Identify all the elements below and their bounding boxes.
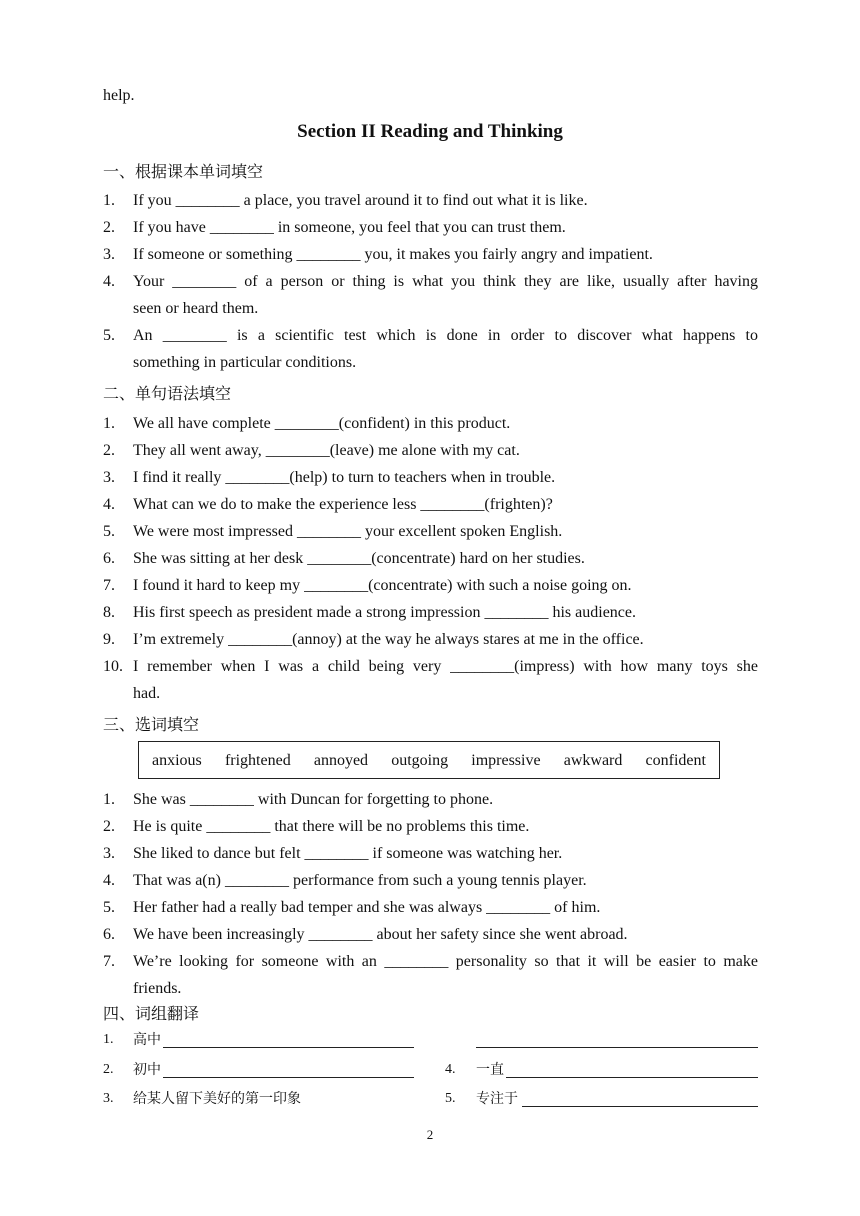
item-number: 3. <box>103 845 115 862</box>
item-text: We all have complete ________(confident) in this product. <box>133 415 511 432</box>
part2-heading: 二、单句语法填空 <box>103 384 232 403</box>
item-number: 1. <box>103 415 115 432</box>
word-bank <box>139 751 719 771</box>
word-bank-word: outgoing <box>391 752 449 769</box>
page-number: 2 <box>426 1127 434 1142</box>
item-number: 2. <box>103 219 115 236</box>
word-bank-word: anxious <box>152 752 202 769</box>
item-text: We were most impressed ________ your excellent spoken English. <box>133 523 563 540</box>
item-text: I find it really ________(help) to turn to teachers when in trouble. <box>133 469 556 486</box>
word-bank-word: frightened <box>224 752 291 769</box>
item-text: An ________ is a scientific test which is done in order to discover what happens to <box>133 327 758 344</box>
phrase-number: 2. <box>103 1062 114 1077</box>
item-number: 2. <box>103 818 115 835</box>
item-text: She was ________ with Duncan for forgetting to phone. <box>133 791 494 808</box>
item-text-continuation: friends. <box>133 980 182 997</box>
answer-line[interactable] <box>163 1047 414 1048</box>
item-number: 6. <box>103 926 115 943</box>
item-number: 10. <box>103 658 123 675</box>
item-number: 8. <box>103 604 115 621</box>
phrase-text: 高中 <box>133 1032 161 1048</box>
item-text: If you ________ a place, you travel around it to find out what it is like. <box>133 192 588 209</box>
item-number: 7. <box>103 953 115 970</box>
phrase-text: 给某人留下美好的第一印象 <box>133 1091 301 1107</box>
header-fragment: help. <box>103 87 135 104</box>
item-text: I found it hard to keep my ________(concentrate) with such a noise going on. <box>133 577 632 594</box>
item-number: 1. <box>103 192 115 209</box>
item-text: Your ________ of a person or thing is what you think they are like, usually after having <box>133 273 758 290</box>
item-number: 7. <box>103 577 115 594</box>
part4-heading: 四、词组翻译 <box>103 1004 200 1023</box>
part3-heading: 三、选词填空 <box>103 715 200 734</box>
item-text: I’m extremely ________(annoy) at the way he always stares at me in the office. <box>133 631 644 648</box>
item-number: 4. <box>103 496 115 513</box>
item-text: She was sitting at her desk ________(concentrate) hard on her studies. <box>133 550 585 567</box>
phrase-number: 5. <box>445 1091 456 1106</box>
item-number: 2. <box>103 442 115 459</box>
phrase-number: 1. <box>103 1032 114 1047</box>
word-bank-word: confident <box>645 752 706 769</box>
item-number: 5. <box>103 327 115 344</box>
item-text-continuation: had. <box>133 685 161 702</box>
item-number: 5. <box>103 523 115 540</box>
item-number: 4. <box>103 872 115 889</box>
item-text: They all went away, ________(leave) me alone with my cat. <box>133 442 520 459</box>
item-number: 3. <box>103 469 115 486</box>
item-number: 9. <box>103 631 115 648</box>
phrase-text: 初中 <box>133 1062 161 1078</box>
item-text: That was a(n) ________ performance from such a young tennis player. <box>133 872 587 889</box>
item-text: I remember when I was a child being very ________(impress) with how many toys she <box>133 658 758 675</box>
phrase-text: 一直 <box>476 1062 504 1078</box>
item-number: 5. <box>103 899 115 916</box>
item-text: If you have ________ in someone, you feel that you can trust them. <box>133 219 566 236</box>
answer-line[interactable] <box>476 1047 758 1048</box>
answer-line[interactable] <box>506 1077 758 1078</box>
phrase-number: 4. <box>445 1062 456 1077</box>
word-bank-word: awkward <box>563 752 623 769</box>
item-text: He is quite ________ that there will be no problems this time. <box>133 818 530 835</box>
item-text: We’re looking for someone with an ________ personality so that it will be easier to make <box>133 953 758 970</box>
phrase-text: 专注于 <box>476 1091 518 1107</box>
part1-heading: 一、根据课本单词填空 <box>103 162 264 181</box>
item-text: We have been increasingly ________ about her safety since she went abroad. <box>133 926 628 943</box>
item-text: What can we do to make the experience less ________(frighten)? <box>133 496 553 513</box>
answer-line[interactable] <box>522 1106 758 1107</box>
item-text: His first speech as president made a strong impression ________ his audience. <box>133 604 636 621</box>
item-text: She liked to dance but felt ________ if someone was watching her. <box>133 845 563 862</box>
item-text: Her father had a really bad temper and she was always ________ of him. <box>133 899 601 916</box>
item-text: If someone or something ________ you, it makes you fairly angry and impatient. <box>133 246 653 263</box>
item-number: 1. <box>103 791 115 808</box>
item-text-continuation: something in particular conditions. <box>133 354 357 371</box>
word-bank-word: impressive <box>471 752 541 769</box>
answer-line[interactable] <box>163 1077 414 1078</box>
item-number: 6. <box>103 550 115 567</box>
item-number: 4. <box>103 273 115 290</box>
word-bank-box <box>138 741 720 779</box>
word-bank-word: annoyed <box>313 752 369 769</box>
phrase-number: 3. <box>103 1091 114 1106</box>
item-number: 3. <box>103 246 115 263</box>
section-title: Section II Reading and Thinking <box>297 121 563 142</box>
item-text-continuation: seen or heard them. <box>133 300 259 317</box>
